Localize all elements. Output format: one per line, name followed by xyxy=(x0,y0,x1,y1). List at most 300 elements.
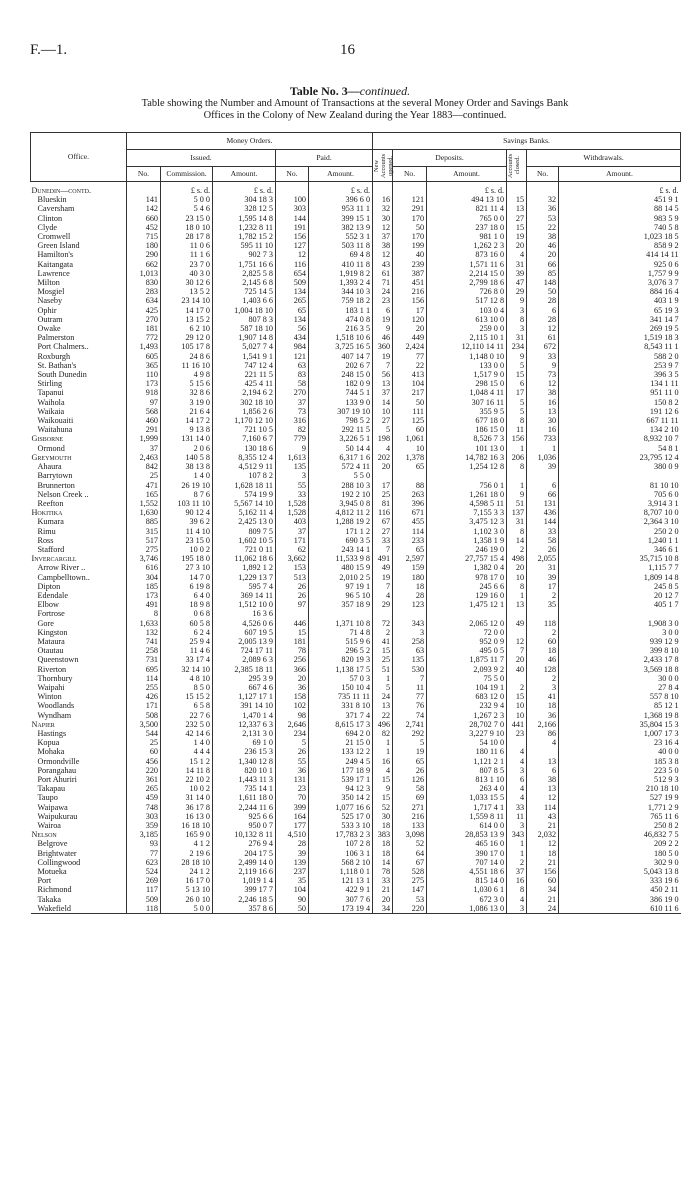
accounts-closed-cell: 1 xyxy=(507,839,527,848)
table-row xyxy=(31,306,681,315)
paid-no-cell: 73 xyxy=(276,407,309,416)
deposits-amount-cell: 75 5 0 xyxy=(427,674,507,683)
withdrawals-no-cell: 118 xyxy=(527,619,559,628)
withdrawals-no-cell: 21 xyxy=(527,895,559,904)
issued-no-cell: 173 xyxy=(127,591,161,600)
paid-no-cell: 12 xyxy=(276,250,309,259)
issued-amount-cell: 2,425 13 0 xyxy=(213,517,276,526)
deposits-amount-cell: 1,262 2 3 xyxy=(427,241,507,250)
office-cell: Waipukurau xyxy=(37,811,78,821)
issued-amount-cell: 747 12 4 xyxy=(213,361,276,370)
table-row xyxy=(31,895,681,904)
deposits-amount-cell: 1,033 15 5 xyxy=(427,793,507,802)
deposits-no-cell: 180 xyxy=(393,573,427,582)
new-accounts-cell: 82 xyxy=(373,729,393,738)
paid-no-cell: 55 xyxy=(276,757,309,766)
commission-cell: 27 3 10 xyxy=(161,563,213,572)
deposits-amount-cell: 1,517 9 0 xyxy=(427,370,507,379)
withdrawals-amount-cell: 399 8 10 xyxy=(559,646,681,655)
withdrawals-amount-cell: 925 0 6 xyxy=(559,260,681,269)
accounts-closed-cell xyxy=(507,471,527,480)
office-cell: Tapanui xyxy=(37,388,64,398)
withdrawals-amount-cell: 35,715 10 8 xyxy=(559,554,681,563)
accounts-closed-cell: 8 xyxy=(507,462,527,471)
new-accounts-cell: 1 xyxy=(373,747,393,756)
issued-amount-cell: 1,004 18 10 xyxy=(213,306,276,315)
issued-amount-cell: 2,385 18 11 xyxy=(213,665,276,674)
withdrawals-amount-cell: 269 19 5 xyxy=(559,324,681,333)
accounts-closed-cell: 27 xyxy=(507,214,527,223)
withdrawals-no-cell: 21 xyxy=(527,821,559,830)
new-accounts-cell: 67 xyxy=(373,517,393,526)
paid-no-cell: 303 xyxy=(276,204,309,213)
issued-amount-cell: 391 14 10 xyxy=(213,701,276,710)
deposits-amount-cell: 104 19 1 xyxy=(427,683,507,692)
paid-amount-cell: 6,317 1 6 xyxy=(309,453,373,462)
withdrawals-no-cell: 13 xyxy=(527,407,559,416)
transactions-table xyxy=(30,132,681,914)
withdrawals-amount-cell: 245 8 5 xyxy=(559,582,681,591)
new-accounts-cell: 21 xyxy=(373,885,393,894)
commission-cell: 140 5 8 xyxy=(161,453,213,462)
office-cell: Mataura xyxy=(37,636,65,646)
issued-amount-cell: 1,403 6 6 xyxy=(213,296,276,305)
header-new-accounts xyxy=(373,150,393,182)
table-row xyxy=(31,241,681,250)
issued-amount-cell: 1,443 11 3 xyxy=(213,775,276,784)
accounts-closed-cell: 37 xyxy=(507,867,527,876)
accounts-closed-cell: 3 xyxy=(507,324,527,333)
office-cell: Mosgiel xyxy=(37,287,65,297)
issued-no-cell: 660 xyxy=(127,214,161,223)
table-row xyxy=(31,499,681,508)
accounts-closed-cell: 31 xyxy=(507,260,527,269)
paid-amount-cell: 525 17 0 xyxy=(309,812,373,821)
table-row xyxy=(31,692,681,701)
commission-cell: 29 12 0 xyxy=(161,333,213,342)
commission-cell: 14 11 8 xyxy=(161,766,213,775)
deposits-no-cell: 343 xyxy=(393,619,427,628)
deposits-amount-cell: 726 8 0 xyxy=(427,287,507,296)
commission-cell: 13 15 2 xyxy=(161,315,213,324)
deposits-no-cell: 26 xyxy=(393,766,427,775)
paid-no-cell: 153 xyxy=(276,563,309,572)
paid-no-cell: 237 xyxy=(276,867,309,876)
deposits-amount-cell: 978 17 0 xyxy=(427,573,507,582)
withdrawals-no-cell: 2 xyxy=(527,674,559,683)
withdrawals-amount-cell: 588 2 0 xyxy=(559,352,681,361)
unit-cell: £ s. d. xyxy=(427,182,507,196)
office-cell: Hamilton's xyxy=(37,250,74,260)
issued-amount-cell: 1,512 10 0 xyxy=(213,600,276,609)
commission-cell: 14 17 2 xyxy=(161,416,213,425)
withdrawals-no-cell: 85 xyxy=(527,269,559,278)
table-row xyxy=(31,407,681,416)
deposits-amount-cell: 28,702 7 0 xyxy=(427,720,507,729)
deposits-no-cell: 271 xyxy=(393,803,427,812)
paid-amount-cell: 21 15 0 xyxy=(309,738,373,747)
office-cell: Wyndham xyxy=(37,710,72,720)
office-cell: Waikouaiti xyxy=(37,416,74,426)
withdrawals-amount-cell: 210 18 10 xyxy=(559,784,681,793)
header-commission: Commission. xyxy=(161,167,213,182)
deposits-amount-cell: 103 0 4 xyxy=(427,306,507,315)
new-accounts-cell: 34 xyxy=(373,904,393,914)
accounts-closed-cell: 11 xyxy=(507,812,527,821)
deposits-amount-cell: 2,214 15 0 xyxy=(427,269,507,278)
table-row xyxy=(31,444,681,453)
paid-amount-cell: 307 7 6 xyxy=(309,895,373,904)
deposits-no-cell: 170 xyxy=(393,214,427,223)
withdrawals-no-cell: 43 xyxy=(527,812,559,821)
paid-no-cell: 191 xyxy=(276,223,309,232)
table-row xyxy=(31,683,681,692)
accounts-closed-cell: 234 xyxy=(507,342,527,351)
commission-cell: 5 0 0 xyxy=(161,904,213,914)
unit-cell: £ s. d. xyxy=(309,182,373,196)
deposits-amount-cell: 873 16 0 xyxy=(427,250,507,259)
paid-no-cell: 256 xyxy=(276,655,309,664)
table-row xyxy=(31,674,681,683)
table-row xyxy=(31,425,681,434)
withdrawals-amount-cell: 450 2 11 xyxy=(559,885,681,894)
withdrawals-no-cell: 53 xyxy=(527,214,559,223)
paid-no-cell xyxy=(276,609,309,618)
deposits-no-cell: 77 xyxy=(393,692,427,701)
issued-amount-cell: 357 8 6 xyxy=(213,904,276,914)
deposits-amount-cell: 232 9 4 xyxy=(427,701,507,710)
paid-amount-cell: 1,919 8 2 xyxy=(309,269,373,278)
deposits-no-cell: 449 xyxy=(393,333,427,342)
office-cell: Taupo xyxy=(37,793,58,803)
accounts-closed-cell: 5 xyxy=(507,361,527,370)
deposits-amount-cell: 517 12 8 xyxy=(427,296,507,305)
issued-no-cell: 842 xyxy=(127,462,161,471)
table-row xyxy=(31,738,681,747)
accounts-closed-cell: 343 xyxy=(507,830,527,839)
deposits-no-cell: 451 xyxy=(393,278,427,287)
paid-no-cell: 316 xyxy=(276,416,309,425)
deposits-no-cell: 10 xyxy=(393,444,427,453)
deposits-amount-cell: 1,717 4 1 xyxy=(427,803,507,812)
accounts-closed-cell: 1 xyxy=(507,444,527,453)
paid-no-cell: 265 xyxy=(276,296,309,305)
deposits-amount-cell: 614 0 0 xyxy=(427,821,507,830)
new-accounts-cell: 491 xyxy=(373,554,393,563)
new-accounts-cell: 7 xyxy=(373,545,393,554)
issued-no-cell: 731 xyxy=(127,655,161,664)
office-cell: Owake xyxy=(37,324,61,334)
office-cell: Hokitika xyxy=(31,508,63,518)
deposits-amount-cell: 1,559 8 11 xyxy=(427,812,507,821)
paid-no-cell: 513 xyxy=(276,573,309,582)
office-cell: Kingston xyxy=(37,627,68,637)
paid-no-cell: 15 xyxy=(276,628,309,637)
paid-no-cell: 270 xyxy=(276,388,309,397)
commission-cell: 195 18 0 xyxy=(161,554,213,563)
accounts-closed-cell: 12 xyxy=(507,637,527,646)
office-cell: Napier xyxy=(31,719,55,729)
deposits-amount-cell: 765 0 0 xyxy=(427,214,507,223)
deposits-no-cell: 5 xyxy=(393,738,427,747)
office-cell: Motueka xyxy=(37,867,67,877)
issued-no-cell: 8 xyxy=(127,609,161,618)
issued-no-cell: 3,500 xyxy=(127,720,161,729)
accounts-closed-cell: 1 xyxy=(507,481,527,490)
withdrawals-no-cell: 30 xyxy=(527,416,559,425)
paid-amount-cell: 1,288 19 2 xyxy=(309,517,373,526)
table-row xyxy=(31,858,681,867)
withdrawals-amount-cell: 667 11 11 xyxy=(559,416,681,425)
deposits-no-cell: 50 xyxy=(393,398,427,407)
deposits-no-cell: 275 xyxy=(393,876,427,885)
deposits-amount-cell: 27,757 15 4 xyxy=(427,554,507,563)
paid-no-cell: 654 xyxy=(276,269,309,278)
new-accounts-cell: 5 xyxy=(373,425,393,434)
issued-no-cell: 118 xyxy=(127,904,161,914)
issued-no-cell: 715 xyxy=(127,232,161,241)
accounts-closed-cell: 8 xyxy=(507,527,527,536)
office-cell: Gisborne xyxy=(31,434,64,444)
unit-cell xyxy=(373,182,393,196)
issued-amount-cell: 724 17 11 xyxy=(213,646,276,655)
withdrawals-amount-cell: 23,795 12 4 xyxy=(559,453,681,462)
issued-amount-cell: 1,232 8 11 xyxy=(213,223,276,232)
paid-amount-cell: 296 5 2 xyxy=(309,646,373,655)
office-cell: Wairoa xyxy=(37,821,61,831)
deposits-amount-cell: 2,065 12 0 xyxy=(427,619,507,628)
table-title xyxy=(0,84,700,99)
withdrawals-no-cell: 13 xyxy=(527,784,559,793)
new-accounts-cell: 198 xyxy=(373,434,393,443)
withdrawals-no-cell: 156 xyxy=(527,867,559,876)
paid-no-cell: 20 xyxy=(276,674,309,683)
deposits-no-cell: 40 xyxy=(393,250,427,259)
paid-amount-cell: 5 5 0 xyxy=(309,471,373,480)
deposits-no-cell: 147 xyxy=(393,885,427,894)
office-cell: Port xyxy=(37,876,52,886)
issued-no-cell: 258 xyxy=(127,646,161,655)
withdrawals-amount-cell: 1,240 1 1 xyxy=(559,536,681,545)
accounts-closed-cell: 9 xyxy=(507,296,527,305)
accounts-closed-cell: 4 xyxy=(507,747,527,756)
office-cell: Thornbury xyxy=(37,673,73,683)
deposits-no-cell: 216 xyxy=(393,812,427,821)
table-row xyxy=(31,527,681,536)
withdrawals-no-cell: 38 xyxy=(527,232,559,241)
accounts-closed-cell: 8 xyxy=(507,885,527,894)
deposits-amount-cell: 1,254 12 8 xyxy=(427,462,507,471)
new-accounts-cell: 13 xyxy=(373,379,393,388)
withdrawals-no-cell: 34 xyxy=(527,885,559,894)
table-row xyxy=(31,398,681,407)
new-accounts-cell: 33 xyxy=(373,876,393,885)
issued-amount-cell: 925 6 6 xyxy=(213,812,276,821)
issued-amount-cell: 7,160 6 7 xyxy=(213,434,276,443)
deposits-amount-cell: 1,382 0 4 xyxy=(427,563,507,572)
office-cell: Porangahau xyxy=(37,765,77,775)
deposits-no-cell: 65 xyxy=(393,462,427,471)
issued-amount-cell: 667 4 6 xyxy=(213,683,276,692)
issued-no-cell: 25 xyxy=(127,738,161,747)
table-row xyxy=(31,250,681,259)
deposits-amount-cell: 1,358 1 9 xyxy=(427,536,507,545)
table-row xyxy=(31,729,681,738)
issued-no-cell: 365 xyxy=(127,361,161,370)
commission-cell: 31 14 0 xyxy=(161,793,213,802)
issued-no-cell: 269 xyxy=(127,876,161,885)
deposits-amount-cell: 12,110 14 11 xyxy=(427,342,507,351)
issued-no-cell: 425 xyxy=(127,306,161,315)
paid-amount-cell: 331 8 10 xyxy=(309,701,373,710)
issued-amount-cell: 902 7 3 xyxy=(213,250,276,259)
withdrawals-amount-cell: 765 11 6 xyxy=(559,812,681,821)
commission-cell: 0 6 8 xyxy=(161,609,213,618)
new-accounts-cell: 18 xyxy=(373,821,393,830)
paid-amount-cell: 2,010 2 5 xyxy=(309,573,373,582)
deposits-amount-cell xyxy=(427,471,507,480)
table-row xyxy=(31,388,681,397)
office-cell: Wakefield xyxy=(31,904,127,914)
withdrawals-amount-cell: 250 2 0 xyxy=(559,527,681,536)
new-accounts-cell: 12 xyxy=(373,250,393,259)
paid-amount-cell: 106 3 1 xyxy=(309,849,373,858)
paid-no-cell: 56 xyxy=(276,324,309,333)
new-accounts-cell: 30 xyxy=(373,214,393,223)
deposits-amount-cell xyxy=(427,609,507,618)
new-accounts-cell: 49 xyxy=(373,563,393,572)
office-cell: Arrow River .. xyxy=(37,563,86,573)
paid-no-cell: 164 xyxy=(276,812,309,821)
withdrawals-no-cell: 672 xyxy=(527,342,559,351)
withdrawals-amount-cell: 8,932 10 7 xyxy=(559,434,681,443)
withdrawals-amount-cell: 403 1 9 xyxy=(559,296,681,305)
commission-cell: 6 4 0 xyxy=(161,591,213,600)
deposits-no-cell: 263 xyxy=(393,490,427,499)
table-row xyxy=(31,287,681,296)
issued-no-cell: 634 xyxy=(127,296,161,305)
table-row xyxy=(31,757,681,766)
deposits-no-cell: 28 xyxy=(393,591,427,600)
withdrawals-amount-cell: 939 12 9 xyxy=(559,637,681,646)
new-accounts-cell: 23 xyxy=(373,296,393,305)
issued-amount-cell: 236 15 3 xyxy=(213,747,276,756)
withdrawals-amount-cell: 527 19 9 xyxy=(559,793,681,802)
withdrawals-no-cell: 2 xyxy=(527,628,559,637)
commission-cell: 4 4 4 xyxy=(161,747,213,756)
office-cell: Naseby xyxy=(37,296,63,306)
table-row xyxy=(31,416,681,425)
paid-amount-cell: 133 9 0 xyxy=(309,398,373,407)
paid-amount-cell: 798 5 2 xyxy=(309,416,373,425)
withdrawals-amount-cell: 30 0 0 xyxy=(559,674,681,683)
new-accounts-cell: 18 xyxy=(373,849,393,858)
accounts-closed-cell: 47 xyxy=(507,278,527,287)
withdrawals-amount-cell: 3,914 3 1 xyxy=(559,499,681,508)
deposits-no-cell: 19 xyxy=(393,747,427,756)
withdrawals-amount-cell: 209 2 2 xyxy=(559,839,681,848)
accounts-closed-cell: 4 xyxy=(507,250,527,259)
issued-amount-cell: 1,595 14 8 xyxy=(213,214,276,223)
deposits-no-cell: 88 xyxy=(393,481,427,490)
issued-no-cell: 359 xyxy=(127,821,161,830)
withdrawals-no-cell: 12 xyxy=(527,793,559,802)
paid-no-cell: 509 xyxy=(276,278,309,287)
issued-amount-cell: 2,194 6 2 xyxy=(213,388,276,397)
office-cell: Elbow xyxy=(37,600,59,610)
table-row xyxy=(31,885,681,894)
deposits-no-cell: 104 xyxy=(393,379,427,388)
deposits-no-cell: 239 xyxy=(393,260,427,269)
issued-no-cell: 772 xyxy=(127,333,161,342)
new-accounts-cell: 71 xyxy=(373,278,393,287)
commission-cell: 103 11 10 xyxy=(161,499,213,508)
accounts-closed-cell: 51 xyxy=(507,499,527,508)
paid-no-cell: 26 xyxy=(276,591,309,600)
paid-no-cell: 97 xyxy=(276,600,309,609)
withdrawals-no-cell: 1 xyxy=(527,444,559,453)
withdrawals-amount-cell: 223 5 0 xyxy=(559,766,681,775)
issued-amount-cell: 1,127 17 1 xyxy=(213,692,276,701)
issued-no-cell: 117 xyxy=(127,885,161,894)
unit-cell xyxy=(276,182,309,196)
paid-amount-cell: 568 2 10 xyxy=(309,858,373,867)
accounts-closed-cell: 10 xyxy=(507,701,527,710)
office-cell: Clyde xyxy=(37,222,58,232)
withdrawals-no-cell: 12 xyxy=(527,324,559,333)
commission-cell: 13 5 2 xyxy=(161,287,213,296)
new-accounts-cell: 25 xyxy=(373,655,393,664)
office-cell: Ahaura xyxy=(37,462,62,472)
new-accounts-cell: 78 xyxy=(373,867,393,876)
withdrawals-amount-cell: 951 11 0 xyxy=(559,388,681,397)
new-accounts-cell: 16 xyxy=(373,757,393,766)
deposits-no-cell: 159 xyxy=(393,563,427,572)
paid-no-cell: 177 xyxy=(276,821,309,830)
commission-cell: 33 17 4 xyxy=(161,655,213,664)
issued-amount-cell: 4,526 0 6 xyxy=(213,619,276,628)
table-row xyxy=(31,904,681,914)
table-row xyxy=(31,554,681,563)
withdrawals-no-cell: 4 xyxy=(527,738,559,747)
header-office: Office. xyxy=(31,133,127,182)
withdrawals-no-cell: 144 xyxy=(527,517,559,526)
issued-amount-cell: 5,027 7 4 xyxy=(213,342,276,351)
office-cell: Blueskin xyxy=(37,195,67,205)
withdrawals-no-cell: 86 xyxy=(527,729,559,738)
paid-no-cell: 78 xyxy=(276,646,309,655)
paid-no-cell: 37 xyxy=(276,398,309,407)
deposits-no-cell: 220 xyxy=(393,904,427,914)
commission-cell: 11 16 10 xyxy=(161,361,213,370)
office-cell: Winton xyxy=(37,692,62,702)
new-accounts-cell: 56 xyxy=(373,370,393,379)
deposits-amount-cell: 8,526 7 3 xyxy=(427,434,507,443)
issued-amount-cell: 304 18 3 xyxy=(213,195,276,204)
issued-amount-cell: 2,246 18 5 xyxy=(213,895,276,904)
new-accounts-cell: 19 xyxy=(373,573,393,582)
accounts-closed-cell: 8 xyxy=(507,315,527,324)
issued-no-cell: 1,630 xyxy=(127,508,161,517)
deposits-no-cell: 22 xyxy=(393,361,427,370)
accounts-closed-cell: 9 xyxy=(507,490,527,499)
accounts-closed-cell: 7 xyxy=(507,646,527,655)
deposits-no-cell: 77 xyxy=(393,352,427,361)
withdrawals-amount-cell: 858 9 2 xyxy=(559,241,681,250)
commission-cell: 11 4 10 xyxy=(161,527,213,536)
withdrawals-no-cell: 73 xyxy=(527,370,559,379)
issued-no-cell: 110 xyxy=(127,370,161,379)
